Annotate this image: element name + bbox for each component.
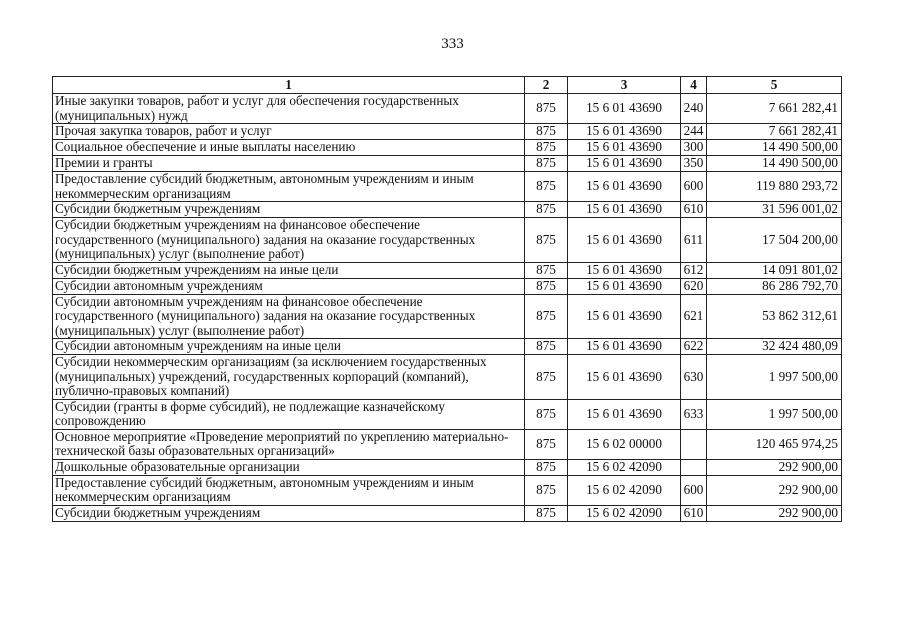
table-row [53,294,842,339]
expense-type-cell: 622 [681,339,707,355]
expense-type-cell: 600 [681,475,707,505]
expense-type-cell: 630 [681,355,707,400]
expense-type-cell: 240 [681,94,707,124]
target-article-cell: 15 6 01 43690 [568,140,681,156]
amount-cell: 14 490 500,00 [707,140,842,156]
row-name-cell: Предоставление субсидий бюджетным, автономным учреждениям и иным некоммерческим организациям [53,475,525,505]
table-row [53,278,842,294]
code-cell: 875 [525,94,568,124]
column-header: 5 [707,77,842,94]
expense-type-cell: 620 [681,278,707,294]
code-cell: 875 [525,399,568,429]
target-article-cell: 15 6 01 43690 [568,124,681,140]
target-article-cell: 15 6 01 43690 [568,399,681,429]
row-name-cell: Субсидии бюджетным учреждениям на финансовое обеспечение государственного (муниципального) задания на оказание государственных (муниципальных) услуг (выполнение работ) [53,218,525,263]
code-cell: 875 [525,505,568,521]
code-cell: 875 [525,140,568,156]
table-row [53,475,842,505]
row-name-cell: Иные закупки товаров, работ и услуг для обеспечения государственных (муниципальных) нужд [53,94,525,124]
expense-type-cell: 612 [681,262,707,278]
code-cell: 875 [525,429,568,459]
row-name-cell: Социальное обеспечение и иные выплаты населению [53,140,525,156]
table-row [53,124,842,140]
target-article-cell: 15 6 01 43690 [568,278,681,294]
target-article-cell: 15 6 02 42090 [568,459,681,475]
row-name-cell: Субсидии автономным учреждениям [53,278,525,294]
amount-cell: 31 596 001,02 [707,202,842,218]
budget-table [52,76,842,522]
amount-cell: 53 862 312,61 [707,294,842,339]
table-row [53,399,842,429]
code-cell: 875 [525,218,568,263]
expense-type-cell [681,429,707,459]
code-cell: 875 [525,172,568,202]
table-row [53,218,842,263]
table-row [53,505,842,521]
code-cell: 875 [525,459,568,475]
table-row [53,156,842,172]
expense-type-cell: 611 [681,218,707,263]
table-row [53,262,842,278]
target-article-cell: 15 6 01 43690 [568,172,681,202]
table-row [53,459,842,475]
code-cell: 875 [525,278,568,294]
table-row [53,94,842,124]
amount-cell: 1 997 500,00 [707,399,842,429]
table-row [53,202,842,218]
target-article-cell: 15 6 01 43690 [568,339,681,355]
code-cell: 875 [525,202,568,218]
table-row [53,339,842,355]
row-name-cell: Предоставление субсидий бюджетным, автономным учреждениям и иным некоммерческим организациям [53,172,525,202]
expense-type-cell: 350 [681,156,707,172]
target-article-cell: 15 6 02 42090 [568,475,681,505]
amount-cell: 7 661 282,41 [707,94,842,124]
row-name-cell: Субсидии бюджетным учреждениям [53,202,525,218]
row-name-cell: Субсидии бюджетным учреждениям на иные цели [53,262,525,278]
code-cell: 875 [525,355,568,400]
expense-type-cell [681,459,707,475]
amount-cell: 119 880 293,72 [707,172,842,202]
amount-cell: 292 900,00 [707,459,842,475]
column-header: 3 [568,77,681,94]
amount-cell: 14 490 500,00 [707,156,842,172]
amount-cell: 17 504 200,00 [707,218,842,263]
code-cell: 875 [525,339,568,355]
amount-cell: 292 900,00 [707,505,842,521]
expense-type-cell: 610 [681,202,707,218]
column-header: 2 [525,77,568,94]
row-name-cell: Премии и гранты [53,156,525,172]
amount-cell: 7 661 282,41 [707,124,842,140]
target-article-cell: 15 6 01 43690 [568,262,681,278]
table-row [53,355,842,400]
amount-cell: 86 286 792,70 [707,278,842,294]
amount-cell: 14 091 801,02 [707,262,842,278]
expense-type-cell: 600 [681,172,707,202]
row-name-cell: Субсидии автономным учреждениям на финансовое обеспечение государственного (муниципального) задания на оказание государственных (муниципальных) услуг (выполнение работ) [53,294,525,339]
expense-type-cell: 621 [681,294,707,339]
target-article-cell: 15 6 01 43690 [568,202,681,218]
target-article-cell: 15 6 01 43690 [568,355,681,400]
row-name-cell: Основное мероприятие «Проведение мероприятий по укреплению материально-технической базы образовательных организаций» [53,429,525,459]
target-article-cell: 15 6 02 42090 [568,505,681,521]
code-cell: 875 [525,156,568,172]
target-article-cell: 15 6 02 00000 [568,429,681,459]
table-row [53,140,842,156]
target-article-cell: 15 6 01 43690 [568,156,681,172]
expense-type-cell: 610 [681,505,707,521]
row-name-cell: Субсидии некоммерческим организациям (за исключением государственных (муниципальных) учреждений, государственных корпораций (компаний), публично-правовых компаний) [53,355,525,400]
row-name-cell: Субсидии (гранты в форме субсидий), не подлежащие казначейскому сопровождению [53,399,525,429]
expense-type-cell: 633 [681,399,707,429]
table-header-row [53,77,842,94]
amount-cell: 32 424 480,09 [707,339,842,355]
code-cell: 875 [525,124,568,140]
amount-cell: 120 465 974,25 [707,429,842,459]
page-number: 333 [441,36,464,52]
target-article-cell: 15 6 01 43690 [568,294,681,339]
row-name-cell: Субсидии бюджетным учреждениям [53,505,525,521]
amount-cell: 292 900,00 [707,475,842,505]
code-cell: 875 [525,262,568,278]
row-name-cell: Субсидии автономным учреждениям на иные цели [53,339,525,355]
row-name-cell: Дошкольные образовательные организации [53,459,525,475]
target-article-cell: 15 6 01 43690 [568,94,681,124]
code-cell: 875 [525,475,568,505]
expense-type-cell: 300 [681,140,707,156]
code-cell: 875 [525,294,568,339]
target-article-cell: 15 6 01 43690 [568,218,681,263]
table-body [53,94,842,522]
column-header: 1 [53,77,525,94]
table-row [53,429,842,459]
amount-cell: 1 997 500,00 [707,355,842,400]
row-name-cell: Прочая закупка товаров, работ и услуг [53,124,525,140]
column-header: 4 [681,77,707,94]
table-row [53,172,842,202]
expense-type-cell: 244 [681,124,707,140]
